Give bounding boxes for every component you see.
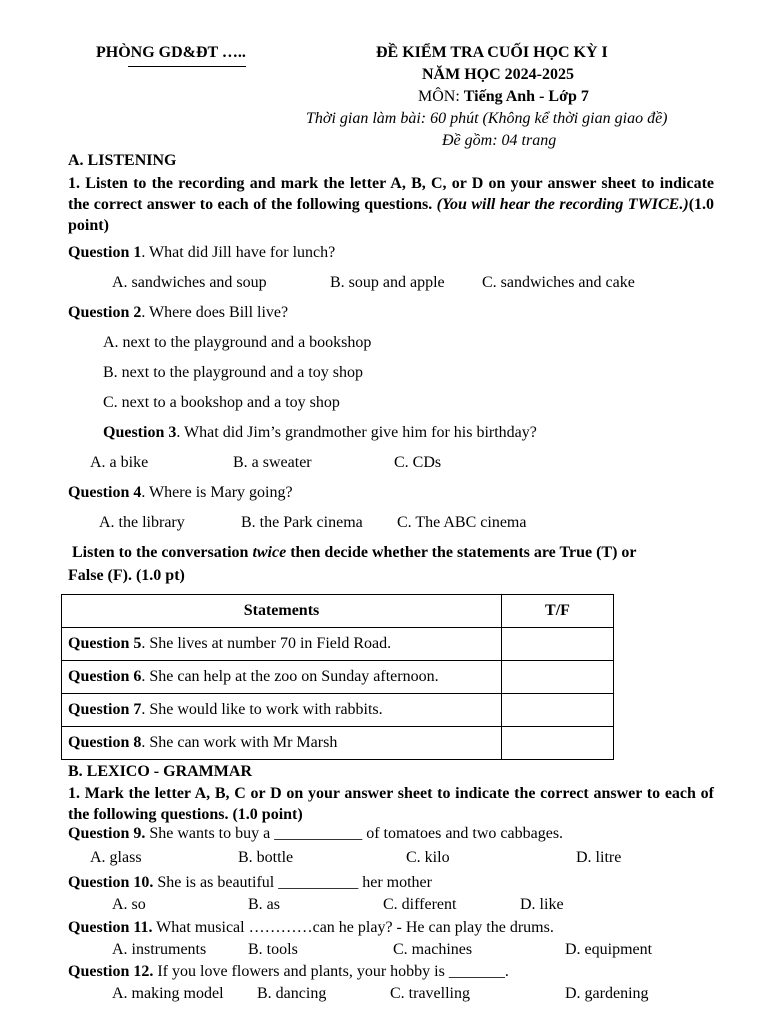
q11-option-c: C. machines — [393, 941, 473, 958]
statement-cell — [62, 694, 502, 727]
table-row — [62, 661, 614, 694]
section-a-instruction-1 — [68, 173, 714, 236]
q10-option-b: B. as — [248, 896, 280, 913]
q10-option-a: A. so — [112, 896, 146, 913]
statement-cell — [62, 661, 502, 694]
q10-option-d: D. like — [520, 896, 564, 913]
instruction-part-2: then decide whether the statements are True (T) or — [286, 544, 637, 561]
question-10 — [68, 874, 432, 892]
subject-name: Tiếng Anh - Lớp 7 — [463, 88, 589, 105]
q11-option-b: B. tools — [248, 941, 298, 958]
question-text: . What did Jill have for lunch? — [141, 244, 336, 261]
q4-option-b: B. the Park cinema — [241, 514, 363, 531]
q2-option-c: C. next to a bookshop and a toy shop — [103, 394, 340, 411]
question-label: Question 6 — [68, 668, 142, 685]
q4-option-a: A. the library — [99, 514, 185, 531]
question-label: Question 11. — [68, 919, 153, 936]
q3-option-b: B. a sweater — [233, 454, 312, 471]
section-b-title: B. LEXICO - GRAMMAR — [68, 763, 252, 780]
q9-option-d: D. litre — [576, 849, 622, 866]
question-label: Question 1 — [68, 244, 142, 261]
instruction-note: (You will hear the recording TWICE.) — [436, 196, 689, 213]
exam-title: ĐỀ KIỂM TRA CUỐI HỌC KỲ I — [376, 44, 608, 61]
statements-header: Statements — [62, 595, 502, 628]
q1-option-a: A. sandwiches and soup — [112, 274, 267, 291]
question-11 — [68, 919, 554, 937]
statement-cell — [62, 628, 502, 661]
q12-option-c: C. travelling — [390, 985, 470, 1002]
question-1 — [68, 244, 335, 262]
subject-prefix: MÔN: — [418, 88, 464, 105]
instruction-part-1: Listen to the conversation — [72, 544, 253, 561]
question-text: . What did Jim’s grandmother give him for his birthday? — [176, 424, 537, 441]
section-a-instruction-2 — [72, 544, 637, 562]
q10-option-c: C. different — [383, 896, 457, 913]
q12-option-a: A. making model — [112, 985, 224, 1002]
q9-option-c: C. kilo — [406, 849, 450, 866]
question-3 — [103, 424, 537, 442]
q3-option-a: A. a bike — [90, 454, 149, 471]
question-label: Question 10. — [68, 874, 154, 891]
q11-option-a: A. instruments — [112, 941, 207, 958]
subject-line — [418, 88, 589, 106]
table-row — [62, 694, 614, 727]
question-text: What musical …………can he play? - He can play the drums. — [152, 919, 554, 936]
question-label: Question 5 — [68, 635, 142, 652]
header-divider — [128, 66, 246, 67]
question-label: Question 4 — [68, 484, 142, 501]
question-12 — [68, 963, 509, 981]
instruction-emphasis: twice — [252, 544, 287, 561]
statement-cell — [62, 727, 502, 760]
section-a-title: A. LISTENING — [68, 152, 177, 169]
q4-option-c: C. The ABC cinema — [397, 514, 527, 531]
q2-option-a: A. next to the playground and a bookshop — [103, 334, 372, 351]
table-row — [62, 727, 614, 760]
statement-text: . She lives at number 70 in Field Road. — [141, 635, 392, 652]
school-year: NĂM HỌC 2024-2025 — [422, 66, 574, 83]
q1-option-b: B. soup and apple — [330, 274, 445, 291]
question-4 — [68, 484, 293, 502]
tf-answer-cell[interactable] — [502, 661, 614, 694]
tf-answer-cell[interactable] — [502, 628, 614, 661]
question-text: She is as beautiful __________ her mother — [153, 874, 432, 891]
statement-text: . She would like to work with rabbits. — [141, 701, 383, 718]
tf-answer-cell[interactable] — [502, 694, 614, 727]
section-b-instruction-1: 1. Mark the letter A, B, C or D on your answer sheet to indicate the correct answer to each of the following questions. (1.0 point) — [68, 785, 714, 823]
pages-note: Đề gồm: 04 trang — [442, 132, 557, 149]
table-header-row — [62, 595, 614, 628]
instruction-points: (1.0 point) — [68, 196, 715, 234]
question-label: Question 7 — [68, 701, 142, 718]
question-9 — [68, 825, 563, 843]
q2-option-b: B. next to the playground and a toy shop — [103, 364, 363, 381]
question-label: Question 12. — [68, 963, 154, 980]
statement-text: . She can work with Mr Marsh — [141, 734, 338, 751]
question-text: If you love flowers and plants, your hobby is _______. — [153, 963, 509, 980]
department-name: PHÒNG GD&ĐT ….. — [96, 44, 246, 61]
question-label: Question 9. — [68, 825, 146, 842]
q9-option-b: B. bottle — [238, 849, 294, 866]
instruction-text: 1. Listen to the recording and mark the letter A, B, C, or D on your answer sheet to indicate the correct answer to each of the following questions. — [68, 175, 714, 213]
q1-option-c: C. sandwiches and cake — [482, 274, 635, 291]
question-text: . Where does Bill live? — [141, 304, 289, 321]
time-note: Thời gian làm bài: 60 phút (Không kể thời gian giao đề) — [306, 110, 668, 127]
q9-option-a: A. glass — [90, 849, 142, 866]
question-2 — [68, 304, 288, 322]
tf-answer-cell[interactable] — [502, 727, 614, 760]
question-label: Question 3 — [103, 424, 177, 441]
question-label: Question 8 — [68, 734, 142, 751]
question-label: Question 2 — [68, 304, 142, 321]
true-false-table — [61, 594, 614, 760]
question-text: . Where is Mary going? — [141, 484, 293, 501]
q3-option-c: C. CDs — [394, 454, 442, 471]
question-text: She wants to buy a ___________ of tomatoes and two cabbages. — [145, 825, 564, 842]
statement-text: . She can help at the zoo on Sunday afternoon. — [141, 668, 439, 685]
section-a-instruction-2-line-2: False (F). (1.0 pt) — [68, 567, 185, 584]
table-row — [62, 628, 614, 661]
q12-option-d: D. gardening — [565, 985, 649, 1002]
q11-option-d: D. equipment — [565, 941, 653, 958]
q12-option-b: B. dancing — [257, 985, 327, 1002]
tf-header: T/F — [502, 595, 614, 628]
